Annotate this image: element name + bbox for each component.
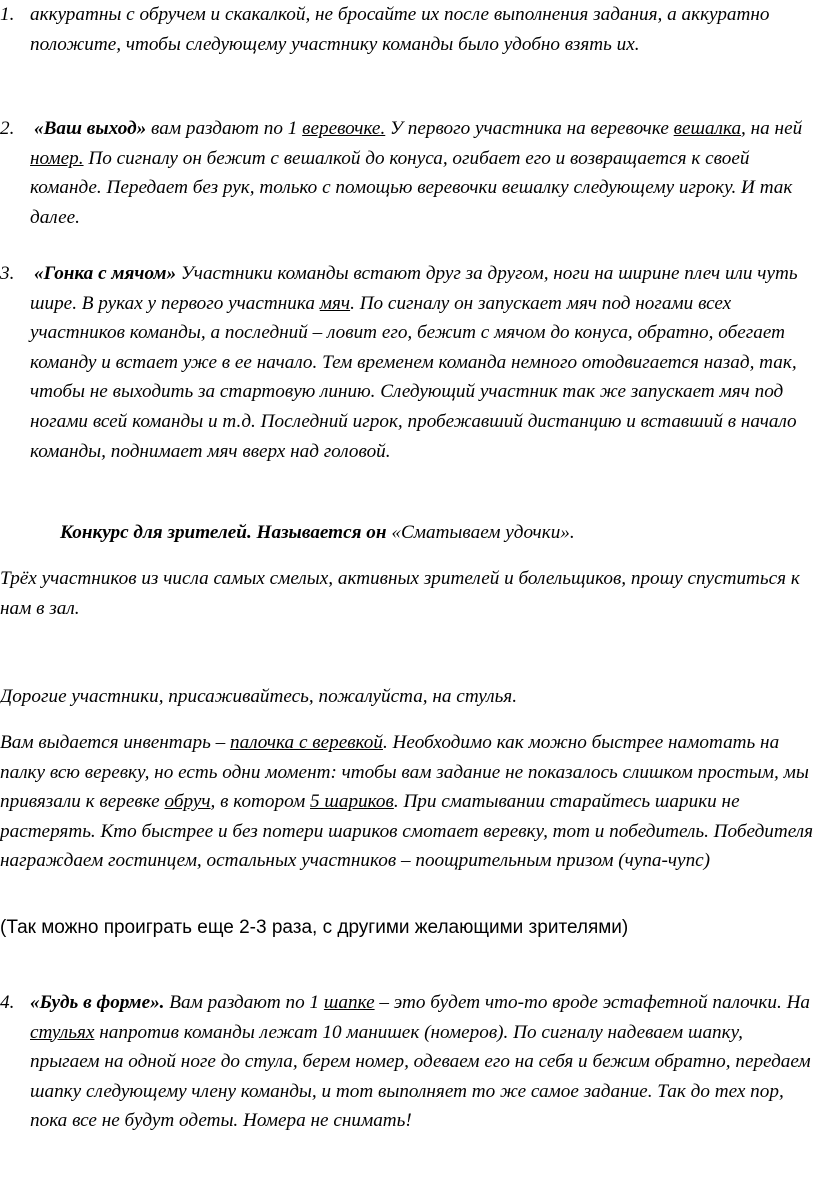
contest-heading xyxy=(60,518,810,548)
list-number: 3. xyxy=(0,263,15,284)
replay-note: (Так можно проиграть еще 2-3 раза, с другими желающими зрителями) xyxy=(0,917,629,938)
item-title: «Будь в форме». xyxy=(30,992,165,1013)
item-title: «Гонка с мячом» xyxy=(34,263,177,284)
list-item-2 xyxy=(0,114,814,232)
contest-name: «Сматываем удочки». xyxy=(386,522,575,543)
underlined-term: 5 шариков xyxy=(310,791,394,813)
paragraph-text: «Будь в форме». Вам раздают по 1 шапке – это будет что-то вроде эстафетной палочки. На стульях напротив команды лежат 10 манишек (номеров). По сигналу надеваем шапку, прыгаем на одной ноге до стула, берем номер, одеваем его на себя и бежим обратно, передаем шапку следующему члену команды, и тот выполняет то же самое задание. Так до тех пор, пока все не будут одеты. Номера не снимать! xyxy=(30,992,811,1132)
list-item-3 xyxy=(0,259,814,466)
seat-paragraph: Дорогие участники, присаживайтесь, пожалуйста, на стулья. xyxy=(0,686,518,707)
underlined-term: вешалка xyxy=(673,118,742,139)
list-number: 1. xyxy=(0,4,15,25)
list-number: 2. xyxy=(0,118,15,139)
underlined-term: веревочке. xyxy=(302,118,386,139)
contest-title: Конкурс для зрителей. Называется он xyxy=(60,522,387,543)
underlined-term: палочка с веревкой xyxy=(230,732,383,753)
underlined-term: обруч xyxy=(164,791,211,813)
list-number: 4. xyxy=(0,992,15,1013)
list-item-4 xyxy=(0,988,814,1136)
item-title: «Ваш выход» xyxy=(34,118,147,139)
underlined-term: шапке xyxy=(323,992,375,1013)
underlined-term: стульях xyxy=(30,1021,95,1043)
underlined-term: номер. xyxy=(30,147,84,169)
list-item-1 xyxy=(0,0,814,59)
paragraph-text: аккуратны с обручем и скакалкой, не бросайте их после выполнения задания, а аккуратно положите, чтобы следующему участнику команды было удобно взять их. xyxy=(30,4,770,55)
invite-paragraph: Трёх участников из числа самых смелых, активных зрителей и болельщиков, прошу спуститься к нам в зал. xyxy=(0,568,800,619)
inventory-paragraph: Вам выдается инвентарь – палочка с веревкой. Необходимо как можно быстрее намотать на палку всю веревку, но есть одни момент: чтобы вам задание не показалось слишком простым, мы привязали к веревке обруч, в котором 5 шариков. При сматывании старайтесь шарики не растерять. Кто быстрее и без потери шариков смотает веревку, тот и победитель. Победителя награждаем гостинцем, остальных участников – поощрительным призом (чупа-чупс) xyxy=(0,732,814,872)
paragraph-text: «Ваш выход» вам раздают по 1 веревочке. У первого участника на веревочке вешалка, на ней номер. По сигналу он бежит с вешалкой до конуса, огибает его и возвращается к своей команде. Передает без рук, только с помощью веревочки вешалку следующему игроку. И так далее. xyxy=(30,118,803,228)
paragraph-text: «Гонка с мячом» Участники команды встают друг за другом, ноги на ширине плеч или чуть шире. В руках у первого участника мяч. По сигналу он запускает мяч под ногами всех участников команды, а последний – ловит его, бежит с мячом до конуса, обратно, обегает команду и встает уже в ее начало. Тем временем команда немного отодвигается назад, так, чтобы не выходить за стартовую линию. Следующий участник так же запускает мяч под ногами всей команды и т.д. Последний игрок, пробежавший дистанцию и вставший в начало команды, поднимает мяч вверх над головой. xyxy=(30,263,798,462)
underlined-term: мяч xyxy=(319,292,351,314)
